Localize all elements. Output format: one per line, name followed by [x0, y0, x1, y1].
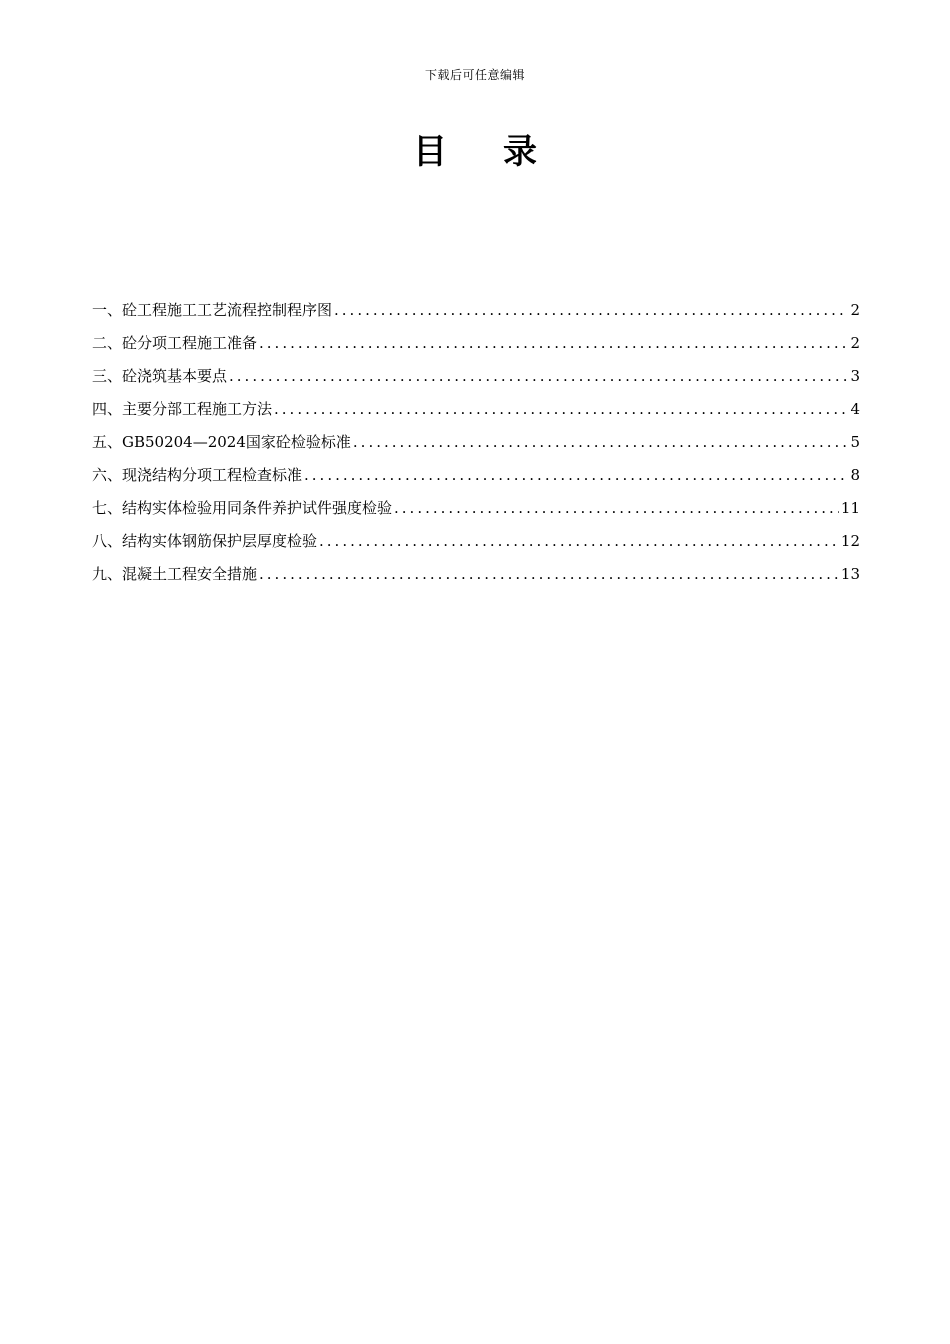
toc-entry-2[interactable]	[92, 329, 860, 362]
toc-dot-leader	[334, 296, 848, 324]
toc-dot-leader	[259, 329, 848, 357]
toc-entry-6[interactable]	[92, 461, 860, 494]
toc-entry-page: 4	[850, 400, 860, 418]
toc-list	[92, 296, 860, 593]
toc-title-char-2: 录	[503, 132, 537, 172]
toc-entry-page: 3	[850, 367, 860, 385]
toc-entry-9[interactable]	[92, 560, 860, 593]
toc-title	[0, 128, 950, 176]
header-note: 下载后可任意编辑	[424, 68, 525, 82]
toc-dot-leader	[304, 461, 848, 489]
toc-entry-label: 八、结构实体钢筋保护层厚度检验	[92, 532, 318, 550]
toc-entry-label: 四、主要分部工程施工方法	[92, 400, 273, 418]
toc-entry-page: 11	[840, 499, 860, 517]
toc-entry-page: 12	[840, 532, 860, 550]
toc-entry-label: 二、砼分项工程施工准备	[92, 334, 258, 352]
toc-dot-leader	[274, 395, 848, 423]
toc-entry-label: 九、混凝土工程安全措施	[92, 565, 258, 583]
toc-entry-page: 8	[850, 466, 860, 484]
toc-entry-label: 六、现浇结构分项工程检查标准	[92, 466, 303, 484]
toc-entry-page: 13	[840, 565, 860, 583]
toc-title-char-1: 目	[413, 132, 447, 172]
toc-entry-page: 2	[850, 334, 860, 352]
toc-entry-8[interactable]	[92, 527, 860, 560]
toc-dot-leader	[259, 560, 839, 588]
toc-dot-leader	[229, 362, 848, 390]
toc-entry-page: 5	[850, 433, 860, 451]
toc-entry-3[interactable]	[92, 362, 860, 395]
toc-entry-4[interactable]	[92, 395, 860, 428]
toc-entry-label: 七、结构实体检验用同条件养护试件强度检验	[92, 499, 393, 517]
toc-dot-leader	[394, 494, 839, 522]
toc-dot-leader	[319, 527, 839, 555]
toc-entry-label: 五、GB50204—2024国家砼检验标准	[92, 433, 351, 451]
toc-entry-5[interactable]	[92, 428, 860, 461]
toc-entry-page: 2	[850, 301, 860, 319]
toc-entry-label: 三、砼浇筑基本要点	[92, 367, 228, 385]
toc-dot-leader	[353, 428, 849, 456]
toc-entry-label: 一、砼工程施工工艺流程控制程序图	[92, 301, 333, 319]
toc-entry-1[interactable]	[92, 296, 860, 329]
toc-entry-7[interactable]	[92, 494, 860, 527]
